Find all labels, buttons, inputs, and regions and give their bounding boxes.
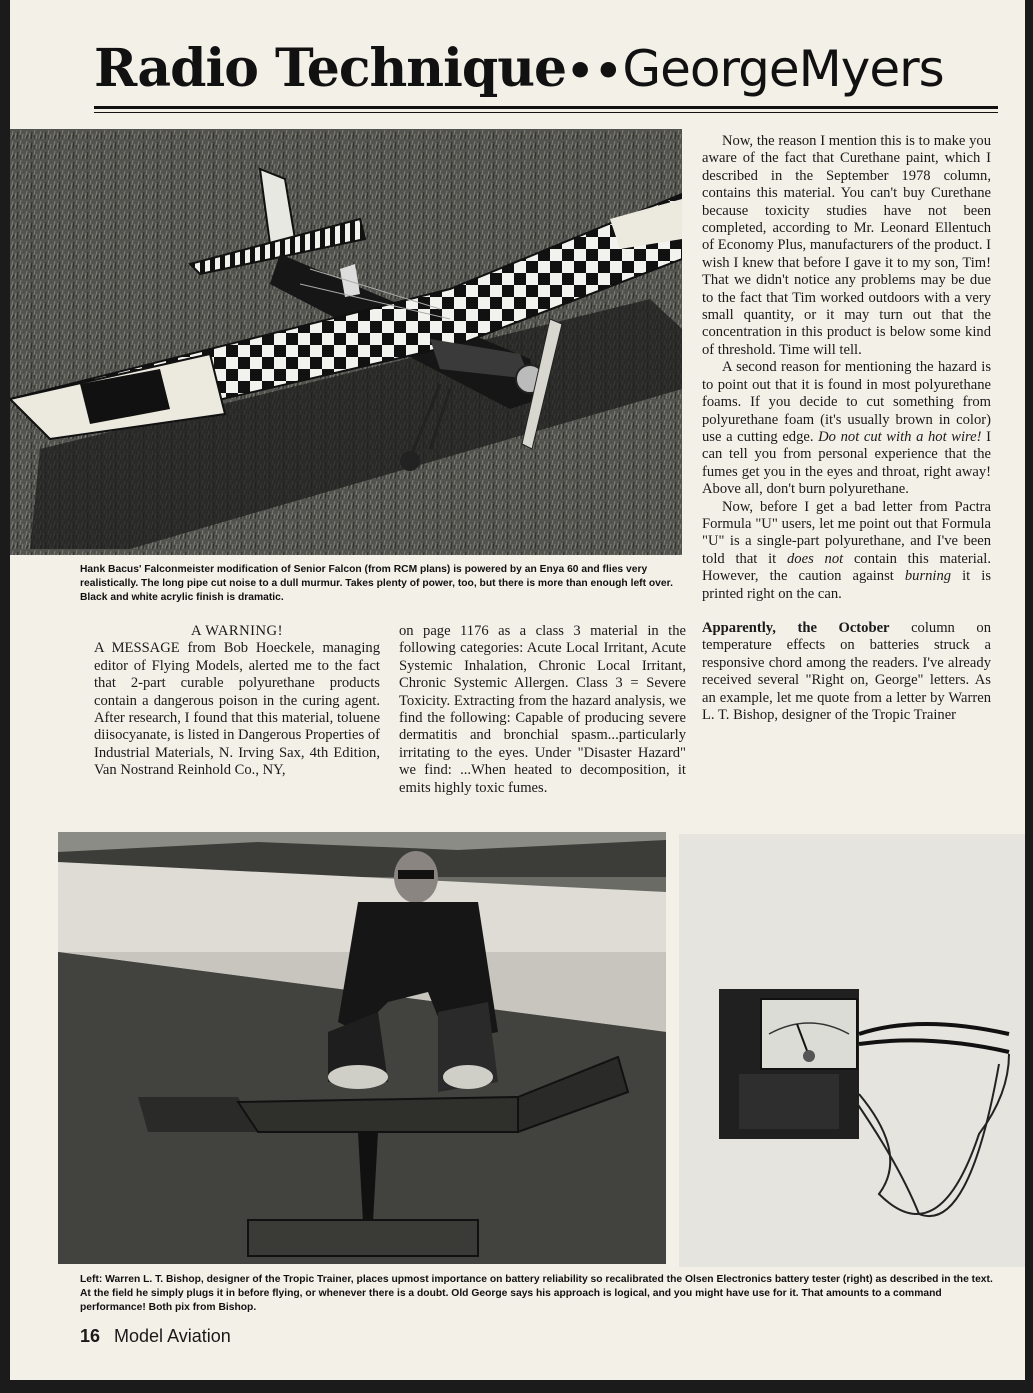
- column-title: Radio Technique: [94, 38, 567, 99]
- caption-top-photo: Hank Bacus' Falconmeister modification of Senior Falcon (from RCM plans) is powered by an Enya 60 and flies very realistically. The long pipe cut noise to a dull murmur. Takes plenty of power, too, but there is more than enough left over. Black and white acrylic finish is dramatic.: [80, 564, 673, 603]
- page-folio: [80, 1326, 231, 1347]
- paragraph-curethane: Now, the reason I mention this is to make you aware of the fact that Curethane paint, which I described in the September 1978 column, contains this material. You can't buy Curethane because toxicity studies have not been completed, according to Mr. Leonard Ellentuch of Economy Plus, manufacturers of the product. I wish I knew that before I gave it to my son, Tim! That we didn't notice any problems may be due to the fact that Tim worked outdoors with a very small quantity, or it may turn out that the concentration in this product is below some kind of threshold. Time will tell.: [702, 133, 991, 358]
- emphasis-hot-wire: Do not cut with a hot wire!: [818, 428, 982, 445]
- author-name: GeorgeMyers: [622, 40, 944, 98]
- photo-battery-tester: [679, 834, 1025, 1267]
- header-rule-thin: [94, 112, 998, 113]
- emphasis-burning: burning: [904, 568, 952, 585]
- article-column-2: [399, 623, 686, 797]
- paragraph-hazard-analysis: on page 1176 as a class 3 material in the following categories: Acute Local Irritant, Acute Systemic Inhalation, Chronic Local Irritant, Chronic Systemic Allergen. Class 3 = Severe Toxicity. Extracting from the hazard analysis, we find the following: Capable of producing severe dermatitis and bronchial spasm...particularly irritating to the eyes. Under "Disaster Hazard" we find: ...When heated to decomposition, it emits highly toxic fumes.: [399, 623, 686, 796]
- column-masthead: [94, 38, 994, 99]
- paragraph-warning-intro: A MESSAGE from Bob Hoeckele, managing editor of Flying Models, alerted me to the fact that 2-part curable polyurethane products contain a dangerous poison in the curing agent. After research, I found that this material, toluene diisocyanate, is listed in Dangerous Properties of Industrial Materials, N. Irving Sax, 4th Edition, Van Nostrand Reinhold Co., NY,: [94, 640, 380, 779]
- magazine-page: [10, 0, 1025, 1380]
- section-heading-warning: A WARNING!: [191, 623, 283, 639]
- paragraph-polyurethane-foam: A second reason for mentioning the hazard is to point out that it is found in most polyurethane foams. If you decide to cut something from polyurethane foam (it's usually brown in color) use a cutting edge. Do not cut with a hot wire! I can tell you from personal experience that the fumes get you in the eyes and throat, right away! Above all, don't burn polyurethane.: [702, 359, 991, 498]
- lead-in-apparently: Apparently, the October: [702, 619, 890, 636]
- article-column-3: [702, 133, 991, 724]
- paragraph-october-column: Apparently, the October column on temperature effects on batteries struck a responsive chord among the readers. I've already received several "Right on, George" letters. As an example, let me quote from a letter by Warren L. T. Bishop, designer of the Tropic Trainer: [702, 619, 991, 723]
- photo-falconmeister: [10, 129, 682, 555]
- page-number: 16: [80, 1326, 101, 1346]
- caption-bottom-photos: Left: Warren L. T. Bishop, designer of the Tropic Trainer, places upmost importance on battery reliability so recalibrated the Olsen Electronics battery tester (right) as described in the text. At the field he simply plugs it in before flying, or whenever there is a doubt. Old George says his approach is logical, and you might have use for it. That amounts to a command performance! Both pix from Bishop.: [80, 1274, 993, 1313]
- photo-warren-bishop: [58, 832, 666, 1264]
- emphasis-does-not: does not: [787, 550, 844, 567]
- magazine-name: Model Aviation: [114, 1326, 231, 1346]
- paragraph-formula-u: Now, before I get a bad letter from Pactra Formula "U" users, let me point out that Formula "U" is a single-part polyurethane, and I've been told that it does not contain this material. However, the caution against burning it is printed right on the can.: [702, 498, 992, 602]
- header-rule-thick: [94, 106, 998, 109]
- title-separator: ••: [566, 46, 623, 97]
- article-column-1: [94, 623, 380, 780]
